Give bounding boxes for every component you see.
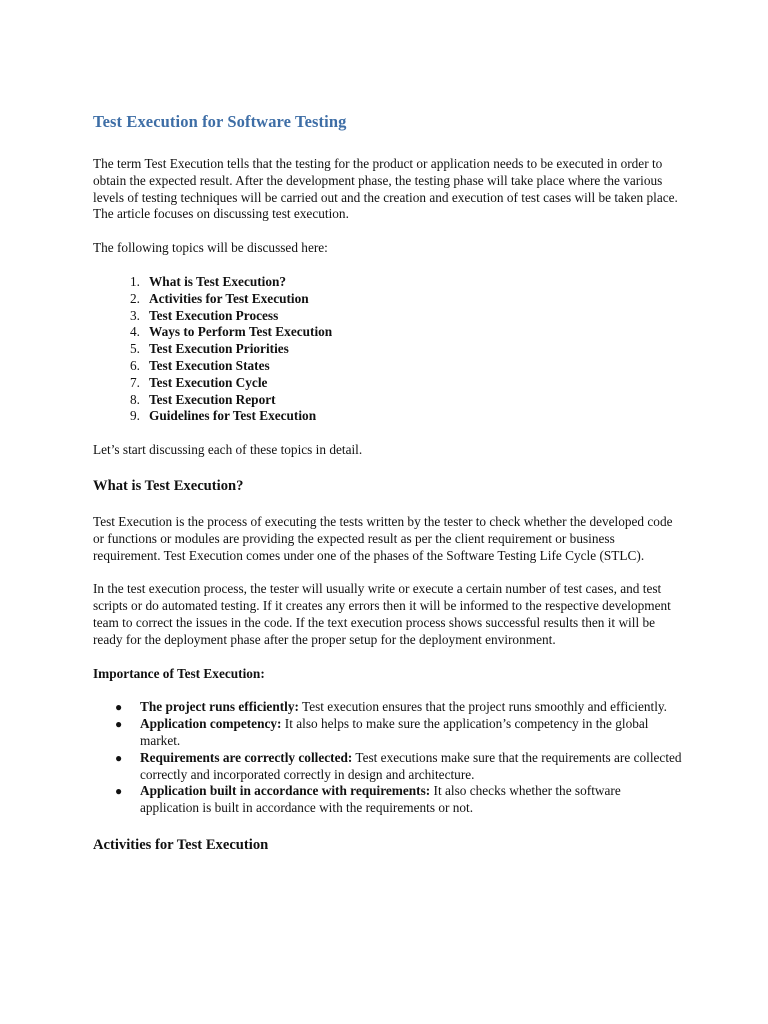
importance-item: [93, 783, 683, 817]
importance-text: It also checks whether the software application is built in accordance with the requirements or not.: [140, 783, 621, 816]
topic-text: Test Execution Process: [149, 307, 279, 323]
lets-start-paragraph: Let’s start discussing each of these topics in detail.: [93, 442, 363, 458]
section-heading-what-is: What is Test Execution?: [93, 477, 244, 494]
topic-text: Test Execution Priorities: [149, 341, 289, 357]
bullet-icon: ●: [115, 717, 123, 732]
topic-number: 5.: [130, 341, 140, 357]
topics-list: [93, 274, 683, 425]
importance-term: Application built in accordance with requirements:: [140, 783, 431, 799]
topic-number: 6.: [130, 357, 140, 373]
section-paragraph: Test Execution is the process of executing the tests written by the tester to check whether the developed code or functions or modules are providing the expected result as per the client requirement or business requirement. Test Execution comes under one of the phases of the Software Testing Life Cycle (STLC).: [93, 513, 673, 563]
topic-text: Test Execution Report: [149, 391, 276, 407]
importance-term: Application competency:: [140, 716, 282, 732]
importance-term: Requirements are correctly collected:: [140, 749, 353, 765]
importance-heading: Importance of Test Execution:: [93, 665, 265, 681]
topic-text: Test Execution Cycle: [149, 374, 268, 390]
importance-text: Test execution ensures that the project runs smoothly and efficiently.: [298, 699, 668, 715]
topic-text: Ways to Perform Test Execution: [149, 324, 333, 340]
importance-item: [93, 716, 683, 750]
section-heading-activities: Activities for Test Execution: [93, 836, 269, 853]
intro-paragraph: The term Test Execution tells that the testing for the product or application needs to be executed in order to obtain the expected result. After the development phase, the testing phase will take place where the various levels of testing techniques will be carried out and the creation and execution of test cases will be taken place. The article focuses on discussing test execution.: [93, 156, 678, 222]
importance-text: Test executions make sure that the requirements are collected correctly and incorporated correctly in design and architecture.: [140, 749, 682, 782]
importance-item: [93, 750, 683, 784]
topic-item: [93, 274, 683, 291]
bullet-icon: ●: [115, 784, 123, 799]
importance-list: [93, 699, 683, 817]
topic-item: [93, 358, 683, 375]
topic-number: 9.: [130, 408, 140, 424]
importance-item: [93, 699, 683, 716]
topic-item: [93, 324, 683, 341]
section-paragraph: In the test execution process, the tester will usually write or execute a certain number of test cases, and test scripts or do automated testing. If it creates any errors then it will be informed to the respective development team to correct the issues in the code. If the text execution process shows successful results then it will be ready for the deployment phase after the proper setup for the deployment environment.: [93, 581, 671, 647]
document-title: Test Execution for Software Testing: [93, 112, 347, 131]
topic-number: 3.: [130, 307, 140, 323]
topic-item: [93, 408, 683, 425]
topic-item: [93, 341, 683, 358]
topic-number: 7.: [130, 374, 140, 390]
topic-number: 2.: [130, 290, 140, 306]
topic-number: 4.: [130, 324, 140, 340]
topic-text: Test Execution States: [149, 357, 270, 373]
topics-intro: The following topics will be discussed here:: [93, 240, 328, 256]
importance-text: It also helps to make sure the application’s competency in the global market.: [140, 716, 649, 748]
topic-item: [93, 375, 683, 392]
topic-item: [93, 291, 683, 308]
document-content: [93, 112, 683, 854]
topic-number: 1.: [130, 273, 140, 289]
topic-item: [93, 392, 683, 409]
topic-text: What is Test Execution?: [149, 273, 287, 289]
topic-text: Guidelines for Test Execution: [149, 408, 317, 424]
topic-item: [93, 308, 683, 325]
topic-text: Activities for Test Execution: [149, 290, 309, 306]
bullet-icon: ●: [115, 700, 123, 715]
bullet-icon: ●: [115, 750, 123, 765]
topic-number: 8.: [130, 391, 140, 407]
importance-term: The project runs efficiently:: [140, 699, 299, 715]
